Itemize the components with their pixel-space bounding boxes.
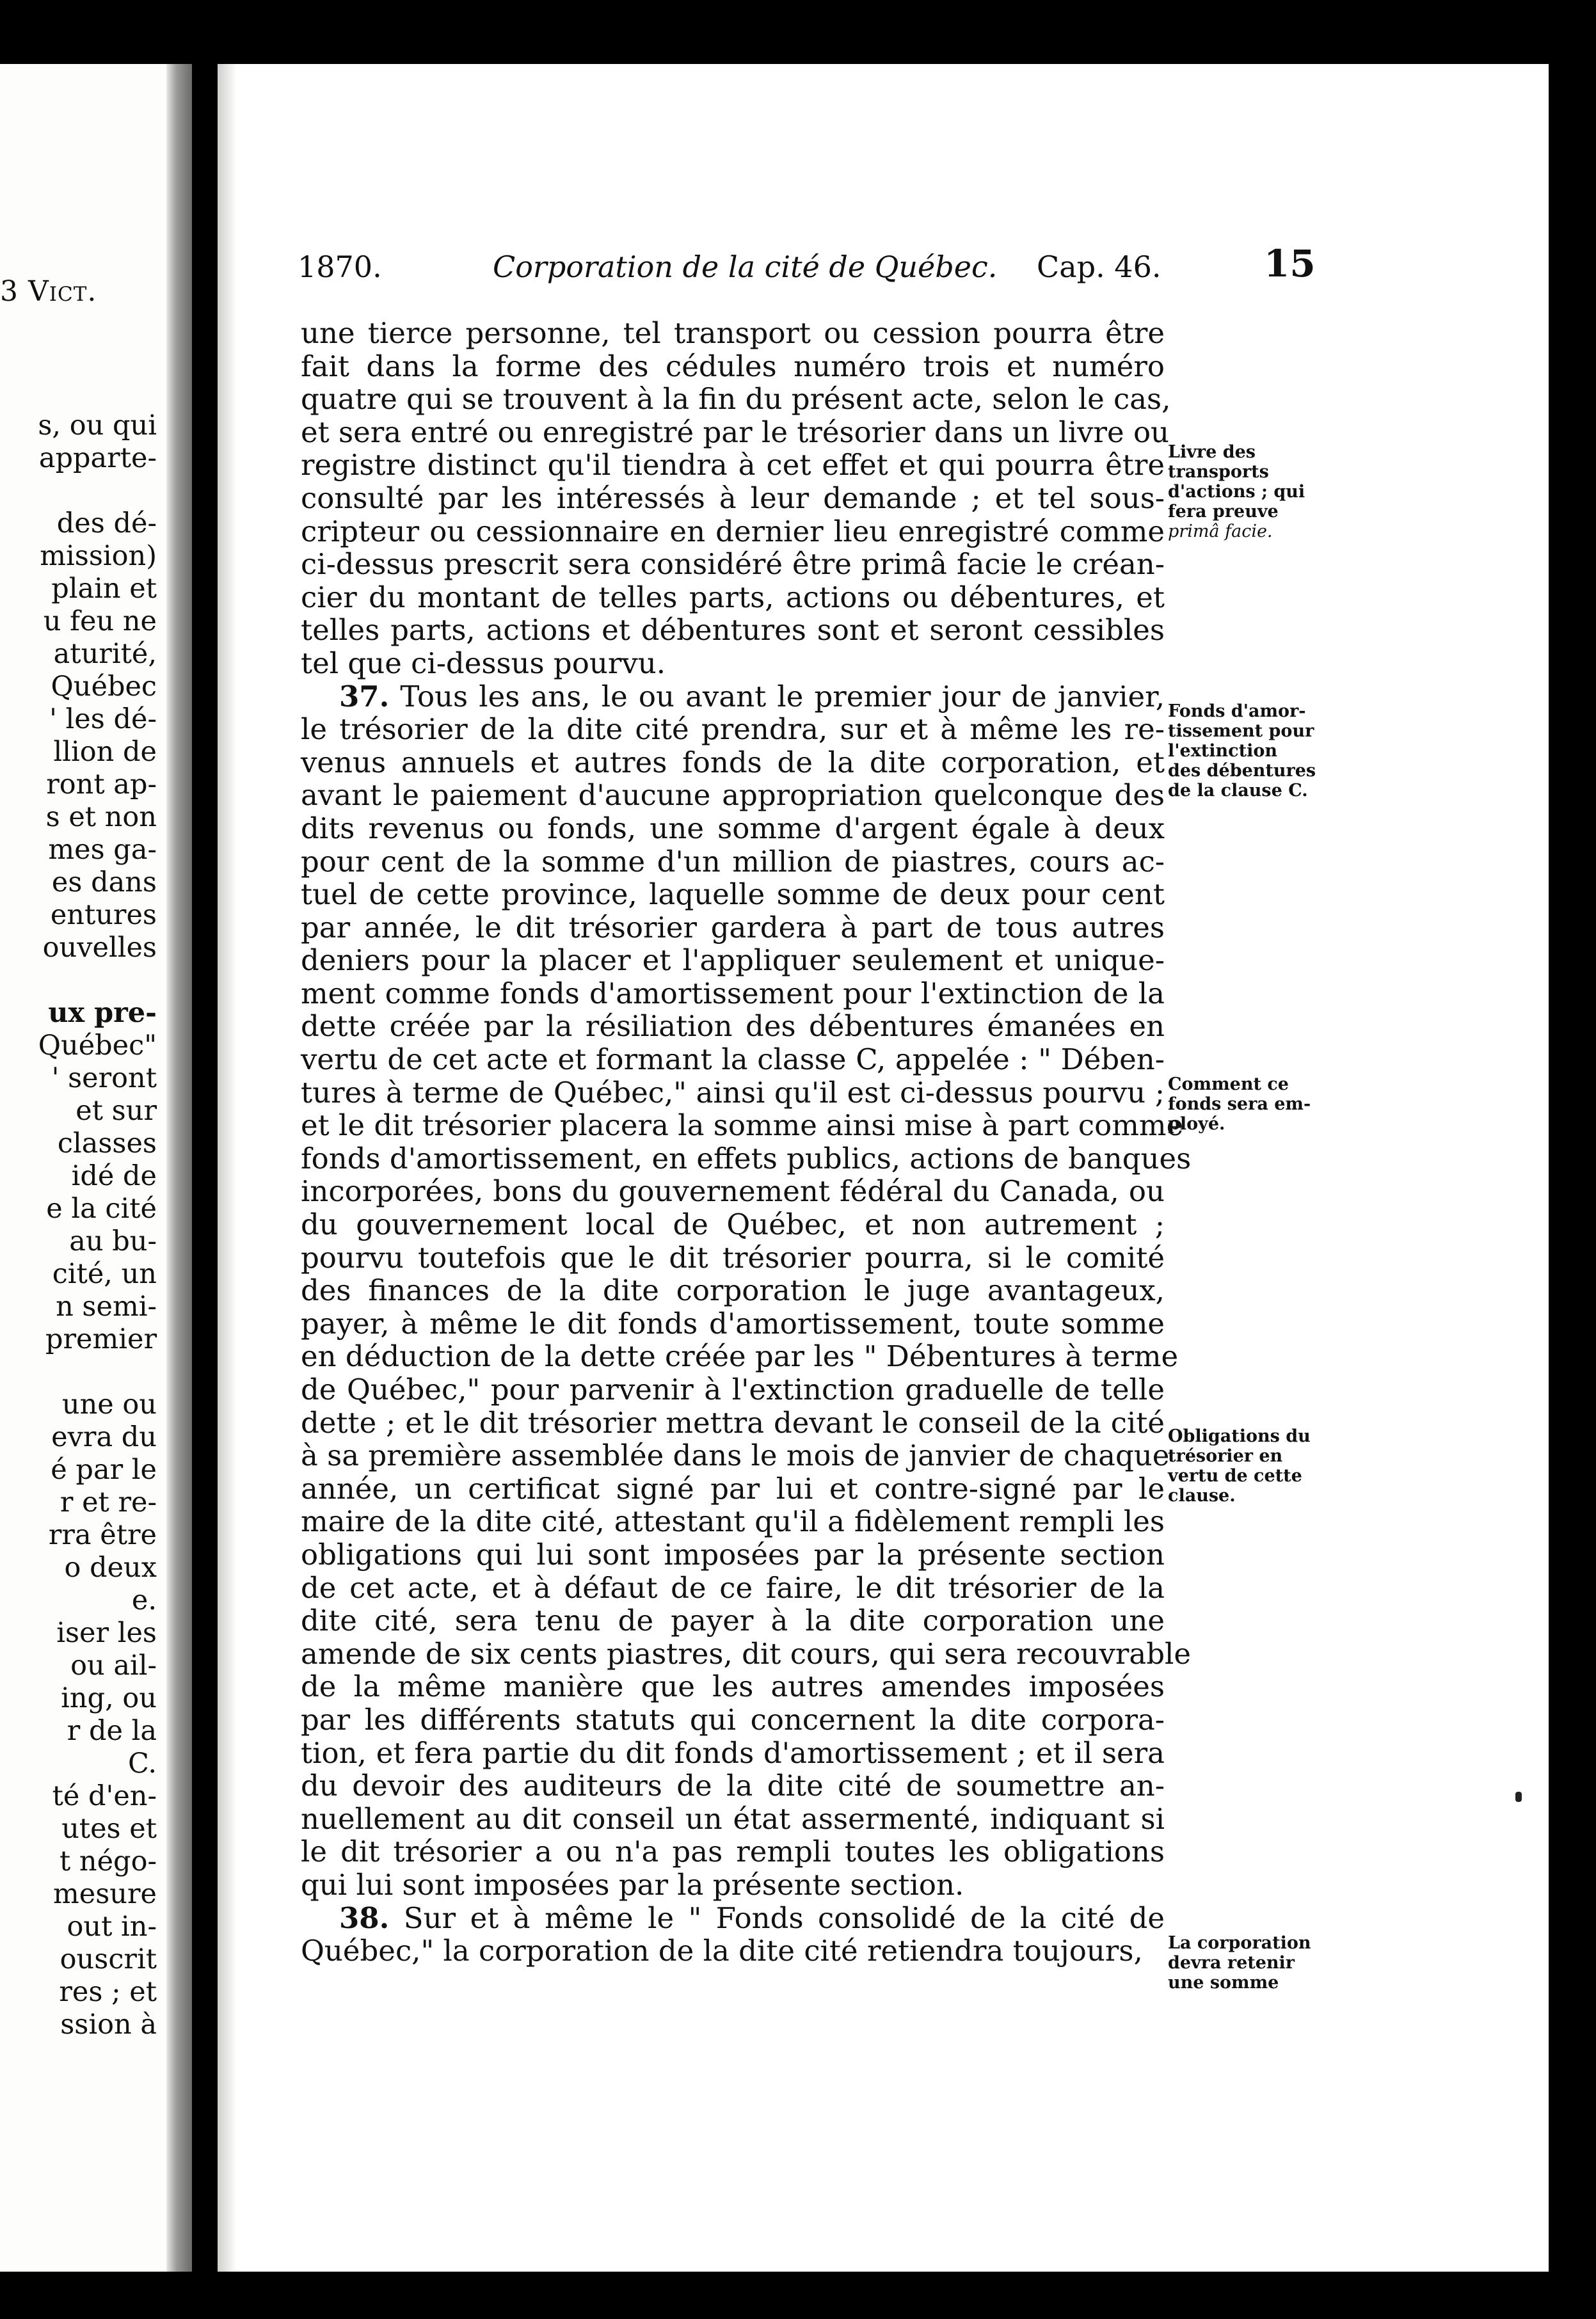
left-page-line: é par le	[51, 1454, 157, 1486]
body-line-text: quatre qui se trouvent à la fin du présent acte, selon le cas,	[301, 382, 1171, 417]
body-line	[301, 482, 1165, 515]
body-line	[301, 1407, 1165, 1440]
body-line	[301, 1241, 1165, 1275]
page-number: 15	[1264, 242, 1316, 285]
main-page	[218, 64, 1549, 2272]
body-line-text: payer, à même le dit fonds d'amortissement, toute somme	[301, 1306, 1165, 1341]
body-line-text: registre distinct qu'il tiendra à cet effet et qui pourra être	[301, 448, 1165, 482]
left-page-line: ux pre-	[48, 997, 157, 1029]
left-page-line: ing, ou	[61, 1682, 157, 1714]
body-line-text: fait dans la forme des cédules numéro trois et numéro	[301, 349, 1165, 383]
body-line	[301, 1803, 1165, 1836]
body-line-text: le dit trésorier a ou n'a pas rempli toutes les obligations	[301, 1835, 1165, 1869]
margin-note-livre-des-transports: Livre des transports d'actions ; qui fera preuve primâ facie.	[1168, 442, 1305, 541]
section-number: 38.	[339, 1901, 390, 1935]
body-line	[301, 1175, 1165, 1208]
left-page-line: evra du	[51, 1421, 157, 1453]
left-page-line: llion de	[53, 736, 157, 768]
body-line	[301, 647, 1165, 680]
body-line-text: et sera entré ou enregistré par le trésorier dans un livre ou	[301, 415, 1170, 449]
left-page-line: iser les	[56, 1617, 157, 1649]
body-line-text: consulté par les intéressés à leur demande ; et tel sous-	[301, 481, 1165, 515]
body-line	[301, 317, 1165, 350]
body-line-text: dette créée par la résiliation des débentures émanées en	[301, 1009, 1165, 1044]
left-page-line: plain et	[51, 573, 157, 605]
body-line-text: cier du montant de telles parts, actions ou débentures, et	[301, 580, 1165, 614]
body-line-text: cripteur ou cessionnaire en dernier lieu enregistré comme	[301, 514, 1165, 548]
body-line-text: le trésorier de la dite cité prendra, sur et à même les re-	[301, 712, 1165, 747]
body-line-text: de Québec," pour parvenir à l'extinction graduelle de telle	[301, 1373, 1165, 1407]
margin-note-fonds-amortissement: Fonds d'amor- tissement pour l'extinction des débentures de la clause C.	[1168, 701, 1316, 801]
body-line-text: nuellement au dit conseil un état assermenté, indiquant si	[301, 1801, 1165, 1836]
body-line	[301, 1076, 1165, 1110]
body-line-text: du gouvernement local de Québec, et non autrement ;	[301, 1207, 1165, 1242]
left-page-line	[38, 1356, 157, 1389]
left-page-line	[38, 475, 157, 507]
left-page-line: une ou	[61, 1389, 157, 1421]
left-page-line: cité, un	[52, 1258, 157, 1290]
body-line	[301, 1373, 1165, 1407]
body-line-text: de cet acte, et à défaut de ce faire, le dit trésorier de la	[301, 1570, 1165, 1605]
body-line	[301, 614, 1165, 647]
body-line	[301, 977, 1165, 1010]
section-number: 37.	[339, 679, 390, 713]
body-line-text: des finances de la dite corporation le juge avantageux,	[301, 1273, 1165, 1308]
header-year: 1870.	[298, 250, 382, 284]
left-page-line: e la cité	[46, 1193, 157, 1225]
body-line	[301, 1505, 1165, 1538]
body-line-text: incorporées, bons du gouvernement fédéral du Canada, ou	[301, 1174, 1165, 1209]
body-line	[301, 581, 1165, 614]
body-line	[301, 1043, 1165, 1076]
left-page-line: n semi-	[56, 1291, 157, 1323]
body-line	[301, 1010, 1165, 1043]
body-line-text: du devoir des auditeurs de la dite cité de soumettre an-	[301, 1769, 1165, 1803]
left-page-line: té d'en-	[52, 1780, 157, 1812]
left-page-line: ouscrit	[60, 1943, 157, 1975]
left-page-line: rra être	[48, 1519, 157, 1551]
body-line	[301, 713, 1165, 746]
body-line-text: avant le paiement d'aucune appropriation quelconque des	[301, 778, 1165, 813]
left-page-line: res ; et	[59, 1976, 157, 2008]
left-page-line: es dans	[51, 866, 157, 898]
body-line-text: telles parts, actions et débentures sont et seront cessibles	[301, 613, 1165, 648]
margin-note-italic: primâ facie.	[1168, 522, 1273, 541]
left-page-line: utes et	[61, 1813, 157, 1845]
left-page-line: au bu-	[69, 1225, 157, 1257]
body-line-text: qui lui sont imposées par la présente section.	[301, 1867, 964, 1902]
body-line-text: pour cent de la somme d'un million de piastres, cours ac-	[301, 844, 1165, 879]
body-line-text: en déduction de la dette créée par les " Débentures à terme	[301, 1339, 1179, 1374]
left-page-line: ssion à	[60, 2009, 157, 2041]
body-line	[301, 515, 1165, 548]
body-line-text: Québec," la corporation de la dite cité retiendra toujours,	[301, 1934, 1143, 1968]
body-line	[301, 1307, 1165, 1341]
left-page-line: o deux	[64, 1552, 157, 1584]
left-page-line: r de la	[67, 1715, 157, 1747]
body-line	[301, 1141, 1192, 1175]
left-page-line: aturité,	[53, 638, 157, 670]
left-page-line: r et re-	[60, 1486, 157, 1518]
left-page-line: ' seront	[51, 1062, 157, 1094]
body-line	[301, 1703, 1165, 1737]
margin-note-obligations-tresorier: Obligations du trésorier en vertu de cette clause.	[1168, 1426, 1311, 1506]
body-line	[301, 1769, 1165, 1803]
left-page-line: mes ga-	[48, 834, 157, 866]
body-line	[301, 1572, 1165, 1605]
body-line-text: ci-dessus prescrit sera considéré être primâ facie le créan-	[301, 547, 1165, 582]
body-line	[301, 812, 1165, 845]
body-line	[301, 911, 1165, 944]
body-line	[301, 415, 1170, 449]
left-page-line: idé de	[71, 1160, 157, 1192]
left-page-line	[38, 964, 157, 997]
body-line-text: de la même manière que les autres amendes imposées	[301, 1670, 1165, 1704]
left-page-line: s, ou qui	[38, 410, 157, 442]
body-line-text: dits revenus ou fonds, une somme d'argent égale à deux	[301, 811, 1165, 845]
left-page-line: ' les dé-	[49, 703, 157, 735]
header-chapter: Cap. 46.	[1037, 250, 1161, 284]
body-line-text: tel que ci-dessus pourvu.	[301, 646, 666, 680]
body-line	[301, 1737, 1165, 1770]
body-line-text: Tous les ans, le ou avant le premier jour de janvier,	[400, 679, 1165, 713]
left-page-fragment	[0, 64, 192, 2272]
body-line-text: dette ; et le dit trésorier mettra devant le conseil de la cité	[301, 1405, 1165, 1440]
left-page-line: C.	[127, 1748, 157, 1780]
body-line-text: dite cité, sera tenu de payer à la dite corporation une	[301, 1604, 1165, 1638]
page-gutter-shadow	[166, 64, 192, 2272]
margin-note-corporation-retenir: La corporation devra retenir une somme	[1168, 1933, 1311, 1993]
left-page-line: ou ail-	[70, 1650, 157, 1682]
body-line	[301, 845, 1165, 879]
body-text	[301, 316, 1192, 1968]
body-line-text: tion, et fera partie du dit fonds d'amortissement ; et il sera	[301, 1735, 1165, 1770]
body-line-text: deniers pour la placer et l'appliquer seulement et unique-	[301, 943, 1165, 978]
left-page-line: mission)	[40, 540, 157, 572]
section-start-line	[301, 680, 1165, 713]
left-page-line: et sur	[76, 1095, 157, 1127]
body-line	[301, 1636, 1192, 1671]
section-start-line	[301, 1902, 1165, 1935]
body-line	[301, 1108, 1184, 1143]
body-line	[301, 449, 1165, 482]
body-line	[301, 1339, 1179, 1374]
left-page-line: t négo-	[59, 1845, 157, 1877]
left-page-line: u feu ne	[43, 605, 157, 637]
left-page-line: e.	[131, 1584, 157, 1616]
body-line	[301, 1670, 1165, 1703]
body-line-text: venus annuels et autres fonds de la dite corporation, et	[301, 745, 1165, 779]
left-running-header: 3 Vict.	[0, 275, 97, 308]
body-line	[301, 746, 1165, 779]
left-page-line: ront ap-	[46, 769, 157, 801]
body-line	[301, 1208, 1165, 1241]
body-line-text: obligations qui lui sont imposées par la présente section	[301, 1537, 1165, 1572]
running-header	[218, 242, 1549, 301]
body-line	[301, 1604, 1165, 1638]
body-line-text: par année, le dit trésorier gardera à part de tous autres	[301, 910, 1165, 944]
body-line	[301, 1538, 1165, 1572]
left-page-text	[38, 410, 157, 2041]
body-line-text: à sa première assemblée dans le mois de janvier de chaque	[301, 1438, 1170, 1473]
left-page-line: apparte-	[38, 442, 157, 474]
body-line	[301, 1472, 1165, 1506]
body-line	[301, 548, 1165, 581]
scan-speck	[1515, 1792, 1522, 1802]
left-page-line: out in-	[67, 1911, 157, 1943]
left-page-line: ouvelles	[42, 932, 157, 964]
body-line-text: fonds d'amortissement, en effets publics, actions de banques	[301, 1141, 1192, 1175]
body-line	[301, 1934, 1165, 1968]
body-line-text: et le dit trésorier placera la somme ainsi mise à part comme	[301, 1108, 1184, 1143]
body-line	[301, 1274, 1165, 1307]
left-page-line: s et non	[45, 801, 157, 833]
left-page-line: des dé-	[56, 507, 157, 539]
body-line-text: tuel de cette province, laquelle somme de deux pour cent	[301, 877, 1165, 912]
body-line-text: une tierce personne, tel transport ou cession pourra être	[301, 316, 1165, 350]
body-line-text: année, un certificat signé par lui et contre-signé par le	[301, 1471, 1165, 1506]
body-line-text: maire de la dite cité, attestant qu'il a fidèlement rempli les	[301, 1504, 1165, 1539]
body-line	[301, 878, 1165, 911]
body-line-text: amende de six cents piastres, dit cours, qui sera recouvrable	[301, 1636, 1192, 1671]
left-page-line: Québec	[51, 671, 157, 703]
body-line	[301, 779, 1165, 812]
body-line-text: vertu de cet acte et formant la classe C, appelée : " Dében-	[301, 1042, 1165, 1077]
header-title: Corporation de la cité de Québec.	[493, 250, 998, 284]
body-line	[301, 1835, 1165, 1869]
body-line-text: par les différents statuts qui concernent la dite corpora-	[301, 1702, 1165, 1737]
left-page-line: premier	[45, 1323, 157, 1355]
body-line	[301, 1869, 1165, 1902]
body-line-text: pourvu toutefois que le dit trésorier pourra, si le comité	[301, 1240, 1165, 1275]
body-line	[301, 944, 1165, 977]
body-line-text: tures à terme de Québec," ainsi qu'il est ci-dessus pourvu ;	[301, 1075, 1165, 1110]
left-page-line: Québec"	[38, 1030, 157, 1062]
body-line-text: ment comme fonds d'amortissement pour l'extinction de la	[301, 976, 1165, 1010]
body-line-text: Sur et à même le " Fonds consolidé de la cité de	[403, 1901, 1165, 1935]
left-page-line: mesure	[53, 1878, 157, 1910]
left-page-line: classes	[57, 1128, 157, 1160]
body-line	[301, 350, 1165, 383]
margin-note-comment-employe: Comment ce fonds sera em- ployé.	[1168, 1074, 1311, 1134]
left-page-line: entures	[50, 899, 157, 931]
body-line	[301, 382, 1171, 417]
body-line	[301, 1438, 1170, 1473]
page-edge-shadow	[218, 64, 237, 2272]
